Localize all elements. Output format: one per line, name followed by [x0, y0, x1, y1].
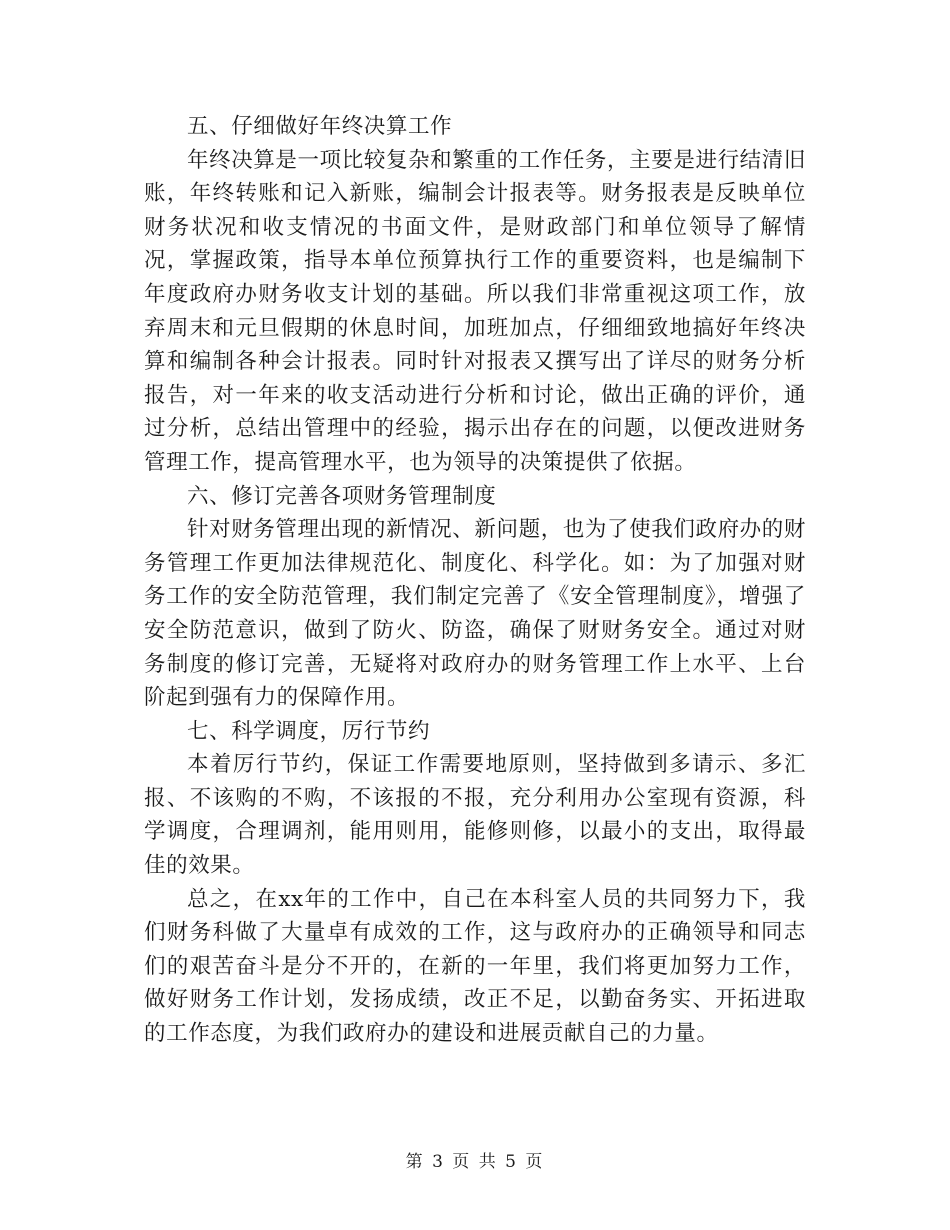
page-number-footer: 第 3 页 共 5 页 [405, 1152, 545, 1172]
section-heading-5: 五、仔细做好年终决算工作 [187, 114, 453, 139]
section-5-paragraph: 年终决算是一项比较复杂和繁重的工作任务，主要是进行结清旧账，年终转账和记入新账，编制会计报表等。财务报表是反映单位财务状况和收支情况的书面文件，是财政部门和单位领导了解情况，掌握政策，指导本单位预算执行工作的重要资料，也是编制下年度政府办财务收支计划的基础。所以我们非常重视这项工作，放弃周末和元旦假期的休息时间，加班加点，仔细细致地搞好年终决算和编制各种会计报表。同时针对报表又撰写出了详尽的财务分析报告，对一年来的收支活动进行分析和讨论，做出正确的评价，通过分析，总结出管理中的经验，揭示出存在的问题，以便改进财务管理工作，提高管理水平，也为领导的决策提供了依据。 [144, 147, 806, 475]
document-body [144, 110, 806, 1051]
section-heading-7: 七、科学调度，厉行节约 [187, 718, 431, 744]
section-7-paragraph: 本着厉行节约，保证工作需要地原则，坚持做到多请示、多汇报、不该购的不购，不该报的不报，充分利用办公室现有资源，科学调度，合理调剂，能用则用，能修则修，以最小的支出，取得最佳的效果。 [144, 752, 806, 879]
section-6-paragraph: 针对财务管理出现的新情况、新问题，也为了使我们政府办的财务管理工作更加法律规范化、制度化、科学化。如：为了加强对财务工作的安全防范管理，我们制定完善了《安全管理制度》，增强了安全防范意识，做到了防火、防盗，确保了财财务安全。通过对财务制度的修订完善，无疑将对政府办的财务管理工作上水平、上台阶起到强有力的保障作用。 [144, 517, 806, 711]
summary-paragraph: 总之，在xx年的工作中，自己在本科室人员的共同努力下，我们财务科做了大量卓有成效的工作，这与政府办的正确领导和同志们的艰苦奋斗是分不开的，在新的一年里，我们将更加努力工作，做好财务工作计划，发扬成绩，改正不足，以勤奋务实、开拓进取的工作态度，为我们政府办的建设和进展贡献自己的力量。 [144, 886, 806, 1047]
section-heading-6: 六、修订完善各项财务管理制度 [187, 483, 497, 509]
